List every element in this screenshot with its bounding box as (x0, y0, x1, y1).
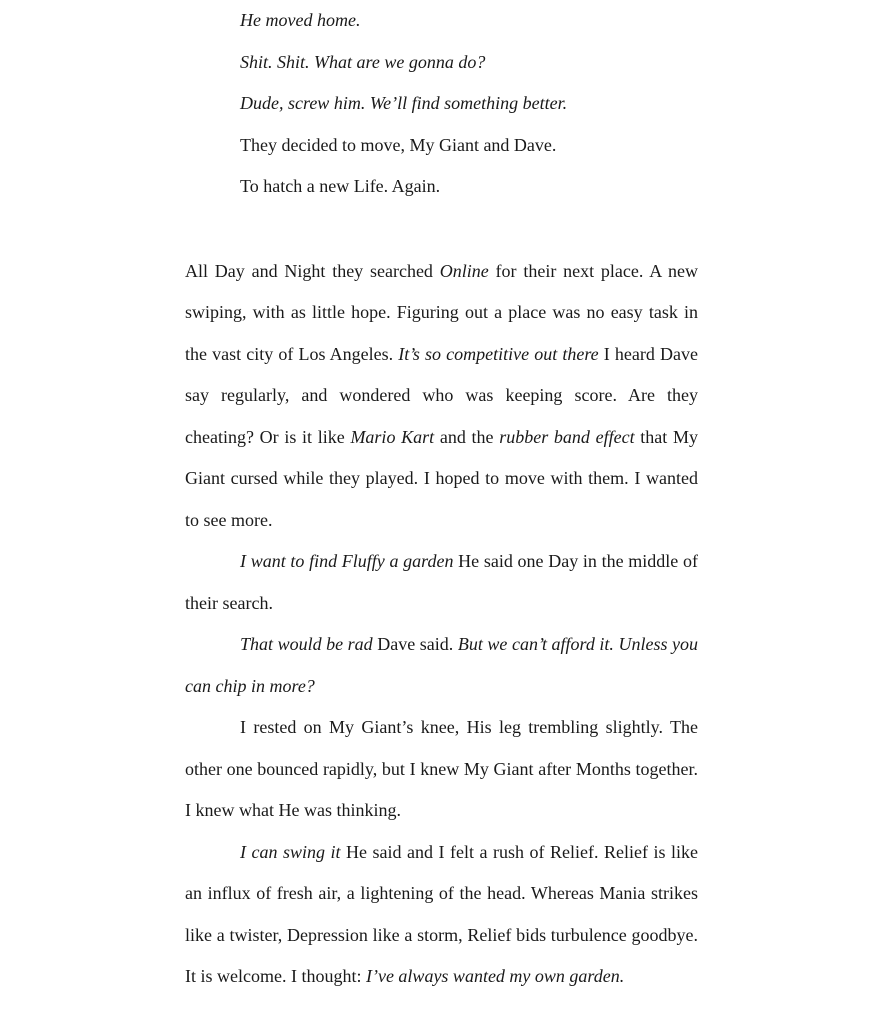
dialogue-line (185, 83, 698, 125)
paragraph-2 (185, 541, 698, 624)
text-run: and the (434, 426, 500, 447)
paragraph-5 (185, 832, 698, 998)
text-run-italic: I’ve always wanted my own garden. (365, 966, 625, 986)
narration-line (185, 125, 698, 167)
text-run-italic: I can swing it (240, 841, 341, 862)
book-page (185, 0, 698, 998)
paragraph-4 (185, 707, 698, 832)
dialogue-line (185, 0, 698, 42)
narration-line (185, 166, 698, 208)
text-run-italic: That would be rad (240, 634, 373, 654)
dialogue-text: Dude, screw him. We’ll find something better. (240, 93, 568, 113)
text-run: He said and I felt a rush of Relief. Relief is like an influx of fresh air, a lightening of the head. Whereas Mania strikes like a twister, Depression like a storm, Relief bids turbulence goodbye. It is welcome. I thought: (185, 841, 698, 986)
text-run: I heard Dave say regularly, and wondered who was keeping score. Are they cheating? Or is it like (185, 343, 698, 447)
text-run-italic: I want to find Fluffy a garden (240, 551, 454, 571)
dialogue-text: He moved home. (240, 10, 361, 30)
dialogue-text: Shit. Shit. What are we gonna do? (240, 51, 486, 72)
section-break (185, 208, 698, 251)
text-run: for their next place. A new swiping, with as little hope. Figuring out a place was no easy task in the vast city of Los Angeles. (185, 260, 698, 364)
narration-text: They decided to move, My Giant and Dave. (240, 134, 557, 155)
text-run: that My Giant cursed while they played. I hoped to move with them. I wanted to see more. (185, 426, 698, 530)
text-run-italic: Mario Kart (350, 426, 435, 447)
dialogue-line (185, 42, 698, 84)
text-run-italic: But we can’t afford it. Unless you can chip in more? (185, 634, 698, 696)
text-run-italic: rubber band effect (499, 426, 635, 447)
dialogue-block (185, 0, 698, 208)
text-run-italic: It’s so competitive out there (398, 343, 599, 364)
text-run: Dave said. (372, 634, 458, 654)
text-run-italic: Online (439, 260, 489, 281)
narration-text: To hatch a new Life. Again. (240, 176, 441, 196)
paragraph-3 (185, 624, 698, 707)
text-run: He said one Day in the middle of their search. (185, 551, 698, 613)
text-run: I rested on My Giant’s knee, His leg trembling slightly. The other one bounced rapidly, but I knew My Giant after Months together. I knew what He was thinking. (185, 717, 698, 820)
text-run: All Day and Night they searched (185, 260, 440, 281)
paragraph-1 (185, 251, 698, 542)
